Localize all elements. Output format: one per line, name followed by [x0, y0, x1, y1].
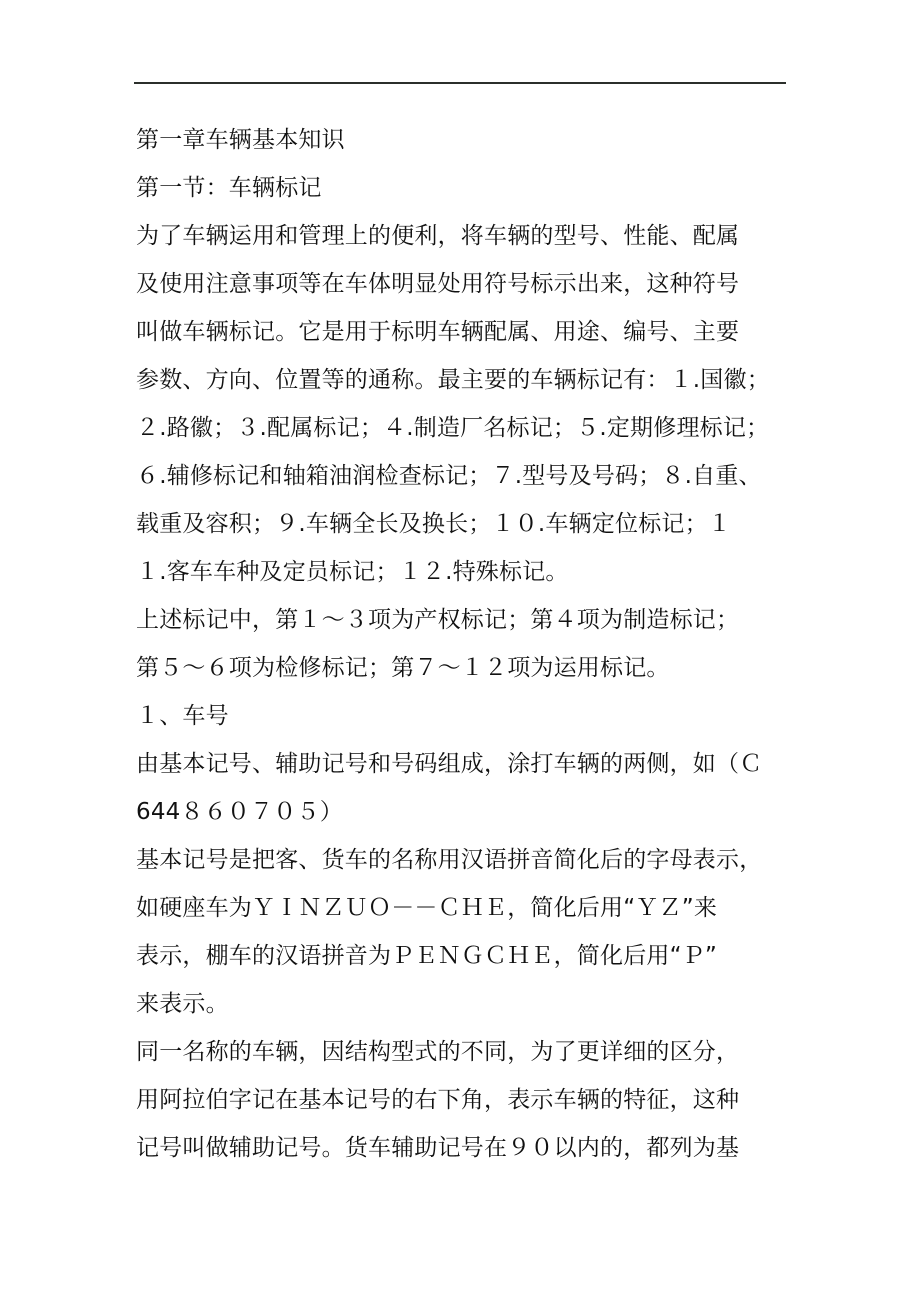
paragraph-car-number-composition: [136, 740, 790, 836]
text-line: 第５～６项为检修标记；第７～１２项为运用标记。: [136, 655, 670, 681]
text-line: 及使用注意事项等在车体明显处用符号标示出来，这种符号: [136, 271, 740, 297]
text-line: 644８６０７０５）: [136, 799, 343, 825]
paragraph-basic-code: [136, 836, 790, 1028]
text-line: 载重及容积；９.车辆全长及换长；１０.车辆定位标记；１: [136, 511, 732, 537]
chapter-title: 第一章车辆基本知识: [136, 127, 345, 153]
paragraph-vehicle-markings-intro: [136, 212, 790, 596]
text-line: ２.路徽；３.配属标记；４.制造厂名标记；５.定期修理标记；: [136, 415, 770, 441]
text-line: 来表示。: [136, 991, 229, 1017]
text-line: 表示，棚车的汉语拼音为ＰＥＮＧＣＨＥ，简化后用“Ｐ”: [136, 943, 718, 969]
paragraph-marking-categories: [136, 596, 790, 692]
text-line: 基本记号是把客、货车的名称用汉语拼音简化后的字母表示，: [136, 847, 763, 873]
text-line: １、车号: [136, 703, 229, 729]
document-body: [136, 116, 790, 1172]
text-line: 用阿拉伯字记在基本记号的右下角，表示车辆的特征，这种: [136, 1087, 740, 1113]
text-line: 同一名称的车辆，因结构型式的不同，为了更详细的区分，: [136, 1039, 740, 1065]
text-line: 记号叫做辅助记号。货车辅助记号在９０以内的，都列为基: [136, 1135, 740, 1161]
subheading-car-number: [136, 692, 790, 740]
text-line: 由基本记号、辅助记号和号码组成，涂打车辆的两侧，如（Ｃ: [136, 751, 763, 777]
text-line: １.客车车种及定员标记；１２.特殊标记。: [136, 559, 569, 585]
section-title: 第一节：车辆标记: [136, 175, 322, 201]
text-line: 叫做车辆标记。它是用于标明车辆配属、用途、编号、主要: [136, 319, 740, 345]
header-divider: [134, 82, 786, 84]
text-line: 参数、方向、位置等的通称。最主要的车辆标记有：１.国徽；: [136, 367, 770, 393]
text-line: 为了车辆运用和管理上的便利，将车辆的型号、性能、配属: [136, 223, 740, 249]
text-line: 如硬座车为ＹＩＮＺＵＯ－－ＣＨＥ，简化后用“ＹＺ”来: [136, 895, 718, 921]
text-line: ６.辅修标记和轴箱油润检查标记；７.型号及号码；８.自重、: [136, 463, 762, 489]
paragraph-auxiliary-code: [136, 1028, 790, 1172]
text-line: 上述标记中，第１～３项为产权标记；第４项为制造标记；: [136, 607, 740, 633]
